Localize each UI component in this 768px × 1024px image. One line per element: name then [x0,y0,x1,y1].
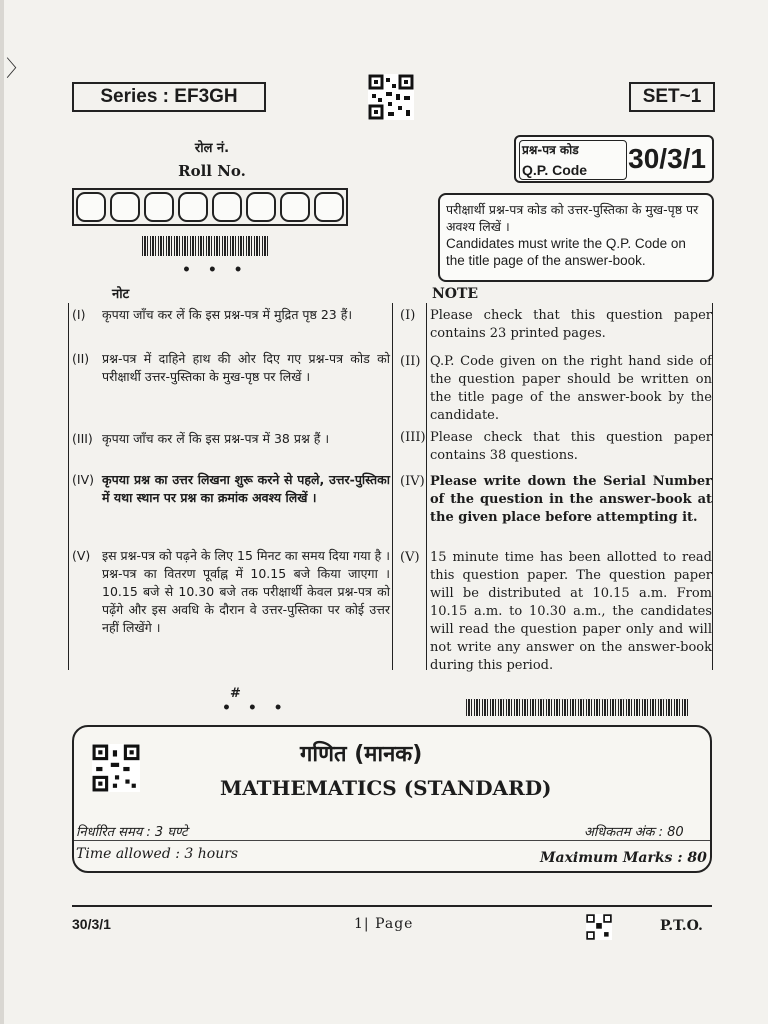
footer-code: 30/3/1 [72,916,111,932]
roll-no-box[interactable] [280,192,310,222]
qr-code-icon [92,744,140,792]
note-number: (I) [72,307,86,322]
note-number: (IV) [72,472,94,487]
note-text: प्रश्न-पत्र में दाहिने हाथ की ओर दिए गए प्रश्न-पत्र कोड को परीक्षार्थी उत्तर-पुस्तिका के मुख-पृष्ठ पर लिखें । [102,351,390,384]
roll-no-box[interactable] [314,192,344,222]
qr-code-icon [586,914,612,940]
note-text: इस प्रश्न-पत्र को पढ़ने के लिए 15 मिनट का समय दिया गया है । प्रश्न-पत्र का वितरण पूर्वाह्न में 10.15 बजे किया जाएगा । 10.15 बजे से 10.30 बजे तक परीक्षार्थी केवल प्रश्न-पत्र को पढ़ेंगे और इस अवधि के दौरान वे उत्तर-पुस्तिका पर कोई उत्तर नहीं लिखेंगे । [102,548,390,635]
note-text: Please check that this question paper contains 23 printed pages. [430,308,712,341]
qp-code-label-hindi: प्रश्न-पत्र कोड [522,143,579,157]
note-number: (I) [400,308,416,323]
page-number: 1| Page [354,916,414,932]
note-text: कृपया जाँच कर लें कि इस प्रश्न-पत्र में मुद्रित पृष्ठ 23 हैं। [102,307,353,322]
qp-code-label: Q.P. Code [522,162,588,178]
pto-label: P.T.O. [660,918,703,934]
note-heading-hindi: नोट [112,287,130,302]
chevron-right-icon[interactable]: 〉 [6,57,29,82]
footer-divider [72,905,712,907]
time-allowed-hindi: निर्धारित समय : 3 घण्टे [76,825,188,840]
note-text: Q.P. Code given on the right hand side of the question paper should be written on the title page of the answer-book by the candidate. [430,354,712,423]
paper-barcode [466,699,690,716]
hash-marker: # [230,686,241,701]
qp-code-value: 30/3/1 [628,143,706,174]
roll-barcode [142,236,270,256]
qr-code-icon [368,74,414,120]
roll-no-box[interactable] [246,192,276,222]
roll-no-label-hindi: रोल नं. [194,141,230,156]
max-marks-hindi: अधिकतम अंक : 80 [584,825,684,840]
candidate-note-english: Candidates must write the Q.P. Code on the title page of the answer-book. [446,236,686,268]
roll-no-box[interactable] [110,192,140,222]
note-item [396,307,712,343]
note-text: Please write down the Serial Number of the question in the answer-book at the given place before attempting it. [430,474,712,525]
series-label: Series : EF3GH [72,82,266,112]
roll-no-box[interactable] [178,192,208,222]
note-number: (III) [72,431,93,446]
note-item [396,549,712,675]
subject-title-hindi: गणित (मानक) [300,742,423,767]
roll-no-label: Roll No. [178,162,246,180]
note-item [68,306,390,324]
roll-no-box[interactable] [212,192,242,222]
note-number: (III) [400,430,426,445]
subject-title: MATHEMATICS (STANDARD) [220,776,552,800]
note-item [68,430,390,448]
candidate-note-hindi: परीक्षार्थी प्रश्न-पत्र कोड को उत्तर-पुस्तिका के मुख-पृष्ठ पर अवश्य लिखें । [446,202,699,234]
note-number: (IV) [400,474,425,489]
note-item [396,429,712,465]
note-item [396,353,712,425]
note-item [68,471,390,507]
roll-no-box[interactable] [76,192,106,222]
roll-no-boxes [72,188,348,226]
note-item [68,547,390,637]
note-number: (V) [400,550,420,565]
note-number: (II) [400,354,421,369]
divider-right [712,303,713,670]
time-allowed: Time allowed : 3 hours [76,846,239,862]
note-text: Please check that this question paper contains 38 questions. [430,430,712,463]
note-number: (II) [72,351,90,366]
note-heading: NOTE [432,286,479,302]
set-label: SET~1 [629,82,715,112]
note-item [396,473,712,527]
subject-divider [74,840,710,841]
page-edge [0,0,4,1024]
qp-code-box [514,135,714,183]
roll-no-box[interactable] [144,192,174,222]
note-text: कृपया जाँच कर लें कि इस प्रश्न-पत्र में 38 प्रश्न हैं । [102,431,330,446]
note-text: कृपया प्रश्न का उत्तर लिखना शुरू करने से पहले, उत्तर-पुस्तिका में यथा स्थान पर प्रश्न का क्रमांक अवश्य लिखें । [102,472,390,505]
max-marks: Maximum Marks : 80 [540,850,707,866]
candidate-note-box [438,193,714,282]
dots-separator: • • • [222,700,289,716]
divider-middle [392,303,393,670]
note-item [68,350,390,386]
note-text: 15 minute time has been allotted to read this question paper. The question paper will be distributed at 10.15 a.m. From 10.15 a.m. to 10.30 a.m., the candidates will read the question paper only and will not write any answer on the answer-book during this period. [430,550,712,673]
note-number: (V) [72,548,91,563]
dots-separator: • • • [182,262,249,278]
